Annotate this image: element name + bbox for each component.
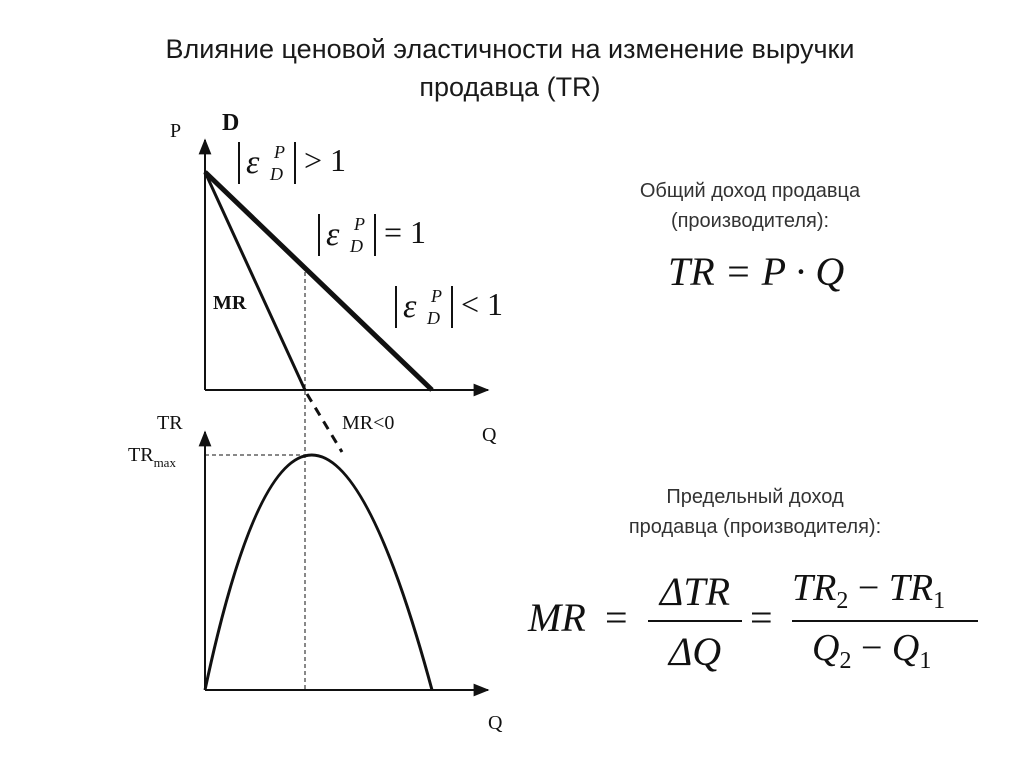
abs-bar-left (395, 286, 397, 328)
axis-label-q-lower: Q (488, 712, 503, 734)
demand-label: D (222, 110, 240, 136)
frac1-denominator: ΔQ (668, 629, 722, 674)
mr-negative-label: MR<0 (342, 412, 395, 434)
axis-label-q-upper: Q (482, 424, 497, 446)
trmax-sub: max (153, 455, 176, 470)
den-q1: Q (891, 627, 920, 669)
num-tr1: TR (888, 567, 934, 609)
frac2-numerator (792, 566, 982, 614)
frac1-numerator: ΔTR (659, 569, 731, 614)
marginal-revenue-caption (590, 482, 920, 542)
mr-line (205, 172, 305, 390)
num-tr2-sub: 2 (836, 588, 849, 614)
num-tr2: TR (792, 567, 837, 609)
marginal-revenue-caption-line2: продавца (производителя): (628, 516, 882, 538)
abs-bar-left (318, 214, 320, 256)
marginal-revenue-caption-line1: Предельный доход (666, 486, 844, 508)
tr-curve (205, 455, 432, 690)
epsilon-superscript: P (431, 286, 442, 306)
epsilon-symbol: ε (403, 288, 417, 325)
title-line-2: продавца (TR) (419, 72, 601, 102)
mr-eq2: = (750, 595, 773, 640)
den-q1-sub: 1 (919, 648, 932, 674)
mr-lhs: MR (528, 595, 586, 640)
epsilon-subscript: D (350, 236, 363, 256)
den-minus: − (860, 627, 883, 669)
mr-negative-line (307, 394, 342, 452)
epsilon-symbol: ε (246, 144, 260, 181)
total-revenue-caption-line1: Общий доход продавца (639, 180, 861, 202)
epsilon-subscript: D (427, 308, 440, 328)
den-q2: Q (812, 627, 840, 669)
trmax-label (128, 444, 176, 470)
mr-eq1: = (605, 595, 628, 640)
axis-label-tr: TR (157, 412, 183, 434)
elasticity-equal-one (318, 212, 438, 258)
epsilon-superscript: P (354, 214, 365, 234)
title-line-1: Влияние ценовой эластичности на изменение выручки (165, 34, 855, 64)
epsilon-symbol: ε (326, 216, 340, 253)
trmax-main: TR (128, 444, 154, 466)
epsilon-superscript: P (274, 142, 285, 162)
demand-line (205, 172, 432, 390)
relation: < 1 (461, 286, 504, 322)
num-tr1-sub: 1 (933, 588, 946, 614)
relation: > 1 (304, 142, 347, 178)
epsilon-subscript: D (270, 164, 283, 184)
elasticity-greater-than-one (238, 140, 358, 186)
abs-bar-right (374, 214, 376, 256)
num-minus: − (857, 567, 880, 609)
den-q2-sub: 2 (839, 648, 852, 674)
abs-bar-left (238, 142, 240, 184)
total-revenue-formula: TR = P · Q (668, 249, 845, 294)
relation: = 1 (384, 214, 427, 250)
total-revenue-caption (600, 176, 900, 236)
elasticity-less-than-one (395, 284, 515, 330)
frac2-denominator (812, 626, 982, 674)
abs-bar-right (451, 286, 453, 328)
axis-label-p: P (170, 120, 182, 142)
abs-bar-right (294, 142, 296, 184)
total-revenue-caption-line2: (производителя): (670, 210, 830, 232)
mr-label: MR (213, 292, 247, 314)
